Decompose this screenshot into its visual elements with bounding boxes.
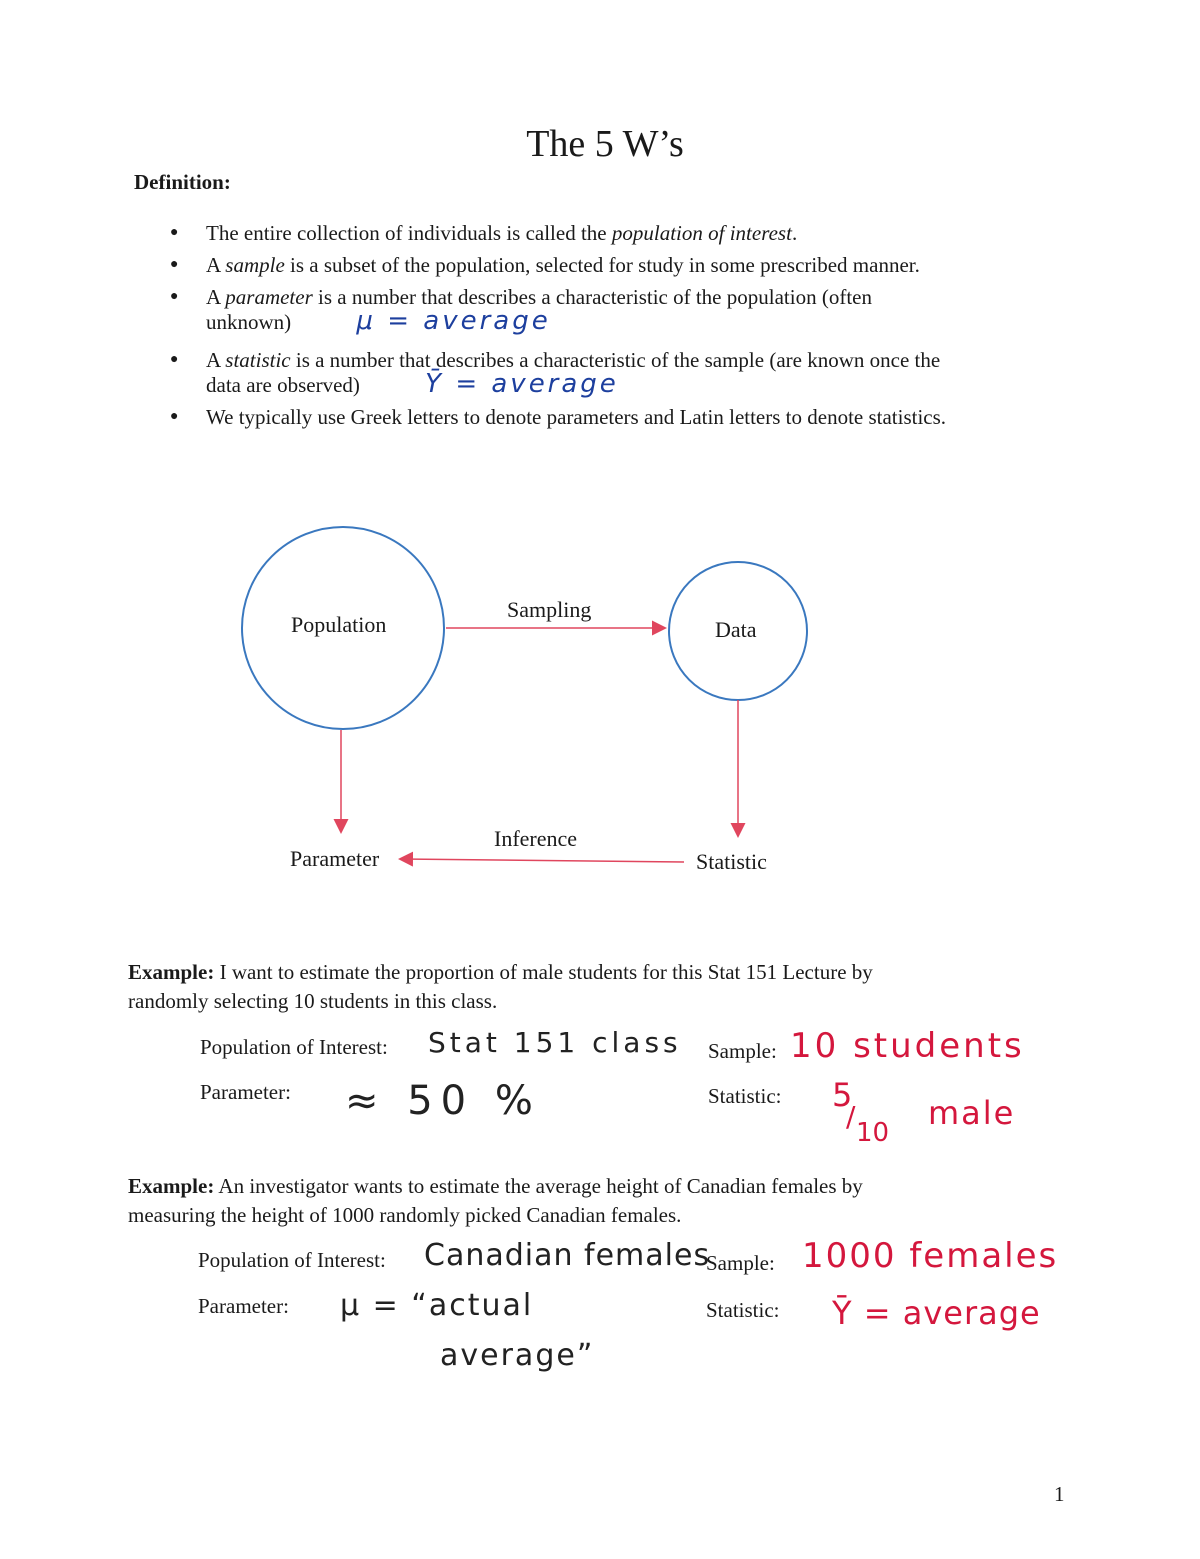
- statistic-fraction-numerator: 5: [832, 1076, 853, 1114]
- parameter-field-label: Parameter:: [200, 1080, 291, 1104]
- page-title: The 5 W’s: [526, 123, 684, 165]
- definition-text: is a subset of the population, selected for study in some prescribed manner.: [284, 253, 920, 277]
- population-of-interest-answer: Stat 151 class: [428, 1026, 682, 1059]
- statistic-field-label: Statistic:: [706, 1298, 780, 1322]
- population-of-interest-label: Population of Interest:: [198, 1248, 386, 1272]
- definition-text: A: [206, 285, 226, 309]
- definition-item: [170, 221, 1070, 245]
- sampling-label: Sampling: [507, 597, 592, 622]
- definition-text: The entire collection of individuals is called the: [206, 221, 612, 245]
- definition-item: [170, 285, 1070, 334]
- example-text: randomly selecting 10 students in this class.: [128, 989, 498, 1013]
- statistic-field-label: Statistic:: [708, 1084, 782, 1108]
- example-label: Example:: [128, 1174, 215, 1198]
- inference-arrow: [401, 859, 684, 862]
- definition-text: is a number that describes a characteristic of the sample (are known once the: [290, 348, 941, 372]
- definition-text: A: [206, 348, 226, 372]
- definition-term: sample: [225, 253, 285, 277]
- sample-answer: 10 students: [790, 1026, 1025, 1066]
- parameter-field-label: Parameter:: [198, 1294, 289, 1318]
- definition-heading: Definition:: [134, 170, 231, 194]
- example-text: measuring the height of 1000 randomly picked Canadian females.: [128, 1203, 682, 1227]
- population-of-interest-label: Population of Interest:: [200, 1035, 388, 1059]
- statistic-fraction-denominator: 10: [856, 1118, 890, 1148]
- definition-item: [170, 348, 1070, 397]
- parameter-answer-line-1: μ = “actual: [340, 1288, 534, 1323]
- statistic-fraction-slash: /: [846, 1100, 856, 1133]
- example-1: [128, 958, 1028, 1016]
- handwritten-note: Ȳ = average: [425, 369, 619, 399]
- definition-text: unknown): [206, 310, 292, 334]
- handwritten-note: μ = average: [356, 306, 551, 336]
- example-text: An investigator wants to estimate the average height of Canadian females by: [214, 1174, 863, 1198]
- page-number: 1: [1054, 1482, 1065, 1506]
- parameter-answer-line-2: average”: [440, 1338, 595, 1373]
- definition-term: parameter: [225, 285, 313, 309]
- definition-text: data are observed): [206, 373, 360, 397]
- definition-term: population of interest: [611, 221, 792, 245]
- example-label: Example:: [128, 960, 215, 984]
- example-2: [128, 1172, 1028, 1230]
- definition-term: statistic: [225, 348, 291, 372]
- sample-label: Sample:: [708, 1039, 777, 1063]
- definition-text: We typically use Greek letters to denote parameters and Latin letters to denote statistics.: [206, 405, 947, 429]
- statistic-label: Statistic: [696, 849, 767, 874]
- definition-item: [170, 253, 1070, 277]
- data-label: Data: [715, 617, 757, 642]
- parameter-answer: ≈ 50 %: [345, 1078, 541, 1124]
- inference-label: Inference: [494, 826, 578, 851]
- example-text: I want to estimate the proportion of male students for this Stat 151 Lecture by: [214, 960, 873, 984]
- population-label: Population: [291, 612, 387, 637]
- definition-text: A: [206, 253, 226, 277]
- definition-text: is a number that describes a characteristic of the population (often: [312, 285, 872, 309]
- definition-list: [170, 215, 1070, 429]
- sample-label: Sample:: [706, 1251, 775, 1275]
- parameter-label: Parameter: [290, 846, 380, 871]
- definition-text: .: [791, 221, 798, 245]
- definition-item: [170, 405, 1070, 429]
- statistic-answer: male: [928, 1094, 1016, 1132]
- statistic-answer: Ȳ = average: [832, 1294, 1041, 1332]
- sample-answer: 1000 females: [802, 1236, 1059, 1276]
- population-of-interest-answer: Canadian females: [424, 1238, 711, 1273]
